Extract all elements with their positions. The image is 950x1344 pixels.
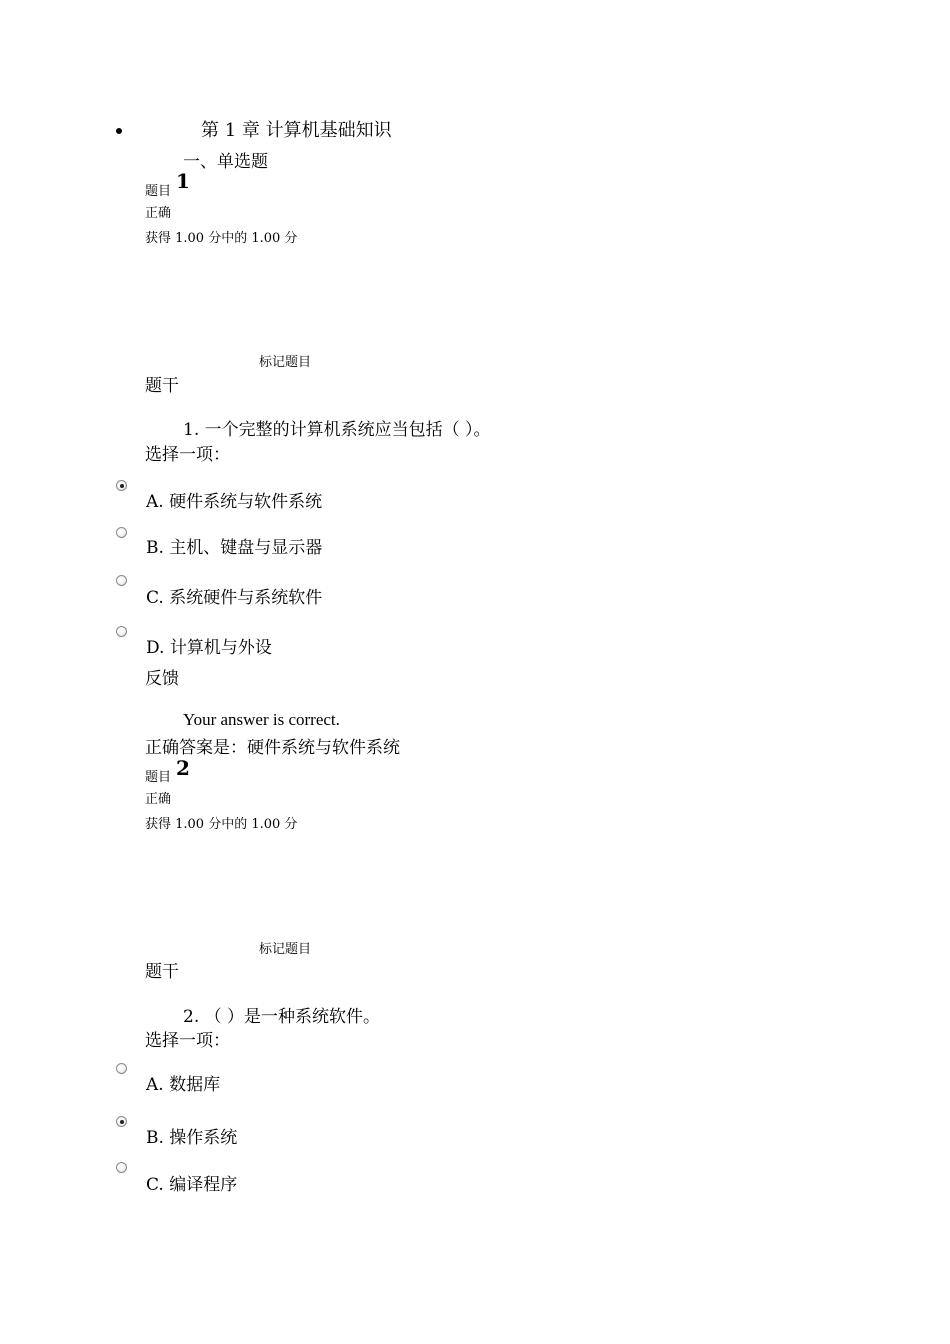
option-b-radio[interactable]	[116, 1116, 127, 1127]
option-a-label[interactable]: A. 硬件系统与软件系统	[146, 492, 323, 512]
question-score: 获得 1.00 分中的 1.00 分	[145, 231, 298, 246]
question-status: 正确	[145, 206, 172, 221]
flag-question-link[interactable]: 标记题目	[259, 355, 312, 370]
option-c-radio[interactable]	[116, 1162, 127, 1173]
option-b-label[interactable]: B. 操作系统	[146, 1128, 238, 1148]
question-number: 2	[176, 756, 190, 780]
option-a-label[interactable]: A. 数据库	[146, 1075, 221, 1095]
question-label: 题目	[145, 770, 172, 785]
feedback-label: 反馈	[145, 669, 179, 689]
question-stem-label: 题干	[145, 962, 179, 982]
section-title: 一、单选题	[183, 152, 268, 172]
option-c-label[interactable]: C. 系统硬件与系统软件	[146, 588, 323, 608]
question-status: 正确	[145, 792, 172, 807]
option-c-label[interactable]: C. 编译程序	[146, 1175, 238, 1195]
option-a-radio[interactable]	[116, 1063, 127, 1074]
feedback-text: Your answer is correct.	[183, 710, 340, 729]
question-text: 1. 一个完整的计算机系统应当包括（ ）。	[183, 420, 491, 440]
option-b-radio[interactable]	[116, 527, 127, 538]
choose-prompt: 选择一项：	[145, 1031, 230, 1051]
question-score: 获得 1.00 分中的 1.00 分	[145, 817, 298, 832]
option-c-radio[interactable]	[116, 575, 127, 586]
option-a-radio[interactable]	[116, 480, 127, 491]
question-text: 2. （ ）是一种系统软件。	[183, 1007, 381, 1027]
choose-prompt: 选择一项：	[145, 445, 230, 465]
list-bullet	[116, 128, 122, 134]
question-label: 题目	[145, 184, 172, 199]
flag-question-link[interactable]: 标记题目	[259, 942, 312, 957]
option-d-label[interactable]: D. 计算机与外设	[146, 638, 272, 658]
question-stem-label: 题干	[145, 376, 179, 396]
option-d-radio[interactable]	[116, 626, 127, 637]
chapter-title: 第 1 章 计算机基础知识	[201, 120, 392, 141]
correct-answer: 正确答案是：硬件系统与软件系统	[145, 738, 400, 758]
option-b-label[interactable]: B. 主机、键盘与显示器	[146, 538, 323, 558]
question-number: 1	[176, 169, 190, 193]
